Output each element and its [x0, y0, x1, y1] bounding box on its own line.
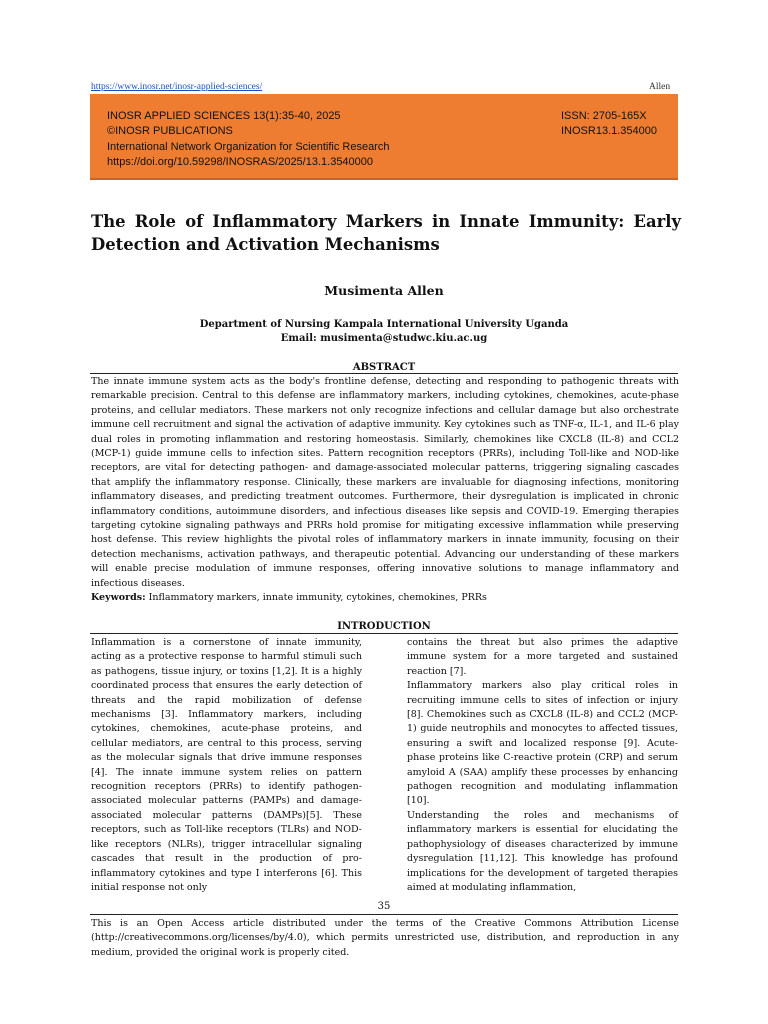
banner-left-block	[107, 109, 389, 171]
abstract-divider	[90, 373, 678, 374]
publisher: ©INOSR PUBLICATIONS	[107, 125, 233, 138]
author-name: Musimenta Allen	[324, 283, 444, 298]
organization: International Network Organization for Scientific Research	[107, 140, 390, 153]
journal-citation: INOSR APPLIED SCIENCES 13(1):35-40, 2025	[107, 110, 341, 122]
license-notice: This is an Open Access article distributed under the terms of the Creative Commons Attribution License (http://creativecommons.org/licenses/by/4.0), which permits unrestricted use, distribution, and reproduction in any medium, provided the original work is properly cited.	[91, 918, 679, 958]
author-email: Email: musimenta@studwc.kiu.ac.ug	[280, 333, 488, 344]
issn: ISSN: 2705-165X	[561, 110, 647, 122]
abstract-section	[91, 375, 679, 606]
journal-banner	[90, 94, 678, 180]
banner-right-block	[561, 109, 657, 140]
footer-divider	[90, 914, 678, 915]
keywords: Inflammatory markers, innate immunity, cytokines, chemokines, PRRs	[145, 592, 487, 604]
keywords-line	[91, 591, 679, 605]
journal-url-link[interactable]: https://www.inosr.net/inosr-applied-sciences/	[91, 82, 263, 92]
abstract-heading: ABSTRACT	[352, 362, 416, 373]
paragraph: contains the threat but also primes the adaptive immune system for a more targeted and sustained reaction [7].	[407, 637, 678, 677]
page-number: 35	[377, 901, 391, 912]
paragraph: Understanding the roles and mechanisms of inflammatory markers is essential for elucidating the pathophysiology of diseases characterized by immune dysregulation [11,12]. This knowledge has profound implications for the development of targeted therapies aimed at modulating inflammation,	[407, 809, 678, 893]
paragraph: Inflammation is a cornerstone of innate immunity, acting as a protective response to harmful stimuli such as pathogens, tissue injury, or toxins [1,2]. It is a highly coordinated process that ensures the early detection of threats and the rapid mobilization of defense mechanisms [3]. Inflammatory markers, including cytokines, chemokines, acute-phase proteins, and cellular mediators, are central to this process, serving as the molecular signals that drive immune responses [4]. The innate immune system relies on pattern recognition receptors (PRRs) to identify pathogen-associated molecular patterns (PAMPs) and damage-associated molecular patterns (DAMPs)[5]. These receptors, such as Toll-like receptors (TLRs) and NOD-like receptors (NLRs), trigger intracellular signaling cascades that result in the production of pro-inflammatory cytokines and type I interferons [6]. This initial response not only	[91, 637, 362, 893]
abstract-text: The innate immune system acts as the body's frontline defense, detecting and responding to pathogenic threats with remarkable precision. Central to this defense are inflammatory markers, including cytokines, chemokines, acute-phase proteins, and cellular mediators. These markers not only recognize infections and cellular damage but also orchestrate immune cell recruitment and signal the activation of adaptive immunity. Key cytokines such as TNF-α, IL-1, and IL-6 play dual roles in promoting inflammation and restoring homeostasis. Similarly, chemokines like CXCL8 (IL-8) and CCL2 (MCP-1) guide immune cells to infection sites. Pattern recognition receptors (PRRs), including Toll-like and NOD-like receptors, are vital for detecting pathogen- and damage-associated molecular patterns, triggering signaling cascades that amplify the inflammatory response. Clinically, these markers are invaluable for diagnosing infections, monitoring inflammatory diseases, and predicting treatment outcomes. Furthermore, their dysregulation is implicated in chronic inflammatory conditions, autoimmune disorders, and infectious diseases like sepsis and COVID-19. Emerging therapies targeting cytokine signaling pathways and PRRs hold promise for mitigating excessive inflammation while preserving host defense. This review highlights the pivotal roles of inflammatory markers in innate immunity, focusing on their detection mechanisms, activation pathways, and therapeutic potential. Advancing our understanding of these markers will enable precise modulation of immune responses, offering innovative solutions to manage inflammatory and infectious diseases.	[91, 376, 679, 589]
paragraph: Inflammatory markers also play critical roles in recruiting immune cells to sites of infection or injury [8]. Chemokines such as CXCL8 (IL-8) and CCL2 (MCP-1) guide neutrophils and monocytes to affected tissues, ensuring a swift and localized response [9]. Acute-phase proteins like C-reactive protein (CRP) and serum amyloid A (SAA) amplify these processes by enhancing pathogen recognition and modulating inflammation [10].	[407, 680, 678, 807]
intro-right-column	[407, 636, 678, 895]
doi-link[interactable]: https://doi.org/10.59298/INOSRAS/2025/13.1.3540000	[107, 156, 374, 169]
keywords-label: Keywords:	[91, 592, 146, 604]
article-title: The Role of Inflammatory Markers in Innate Immunity: Early Detection and Activation Mechanisms	[91, 212, 681, 254]
affiliation-block	[0, 318, 768, 346]
introduction-heading: INTRODUCTION	[337, 621, 431, 632]
introduction-divider	[90, 633, 678, 634]
affiliation: Department of Nursing Kampala International University Uganda	[199, 319, 569, 330]
intro-left-column	[91, 636, 362, 895]
running-author: Allen	[649, 82, 671, 92]
article-id: INOSR13.1.354000	[561, 125, 658, 138]
